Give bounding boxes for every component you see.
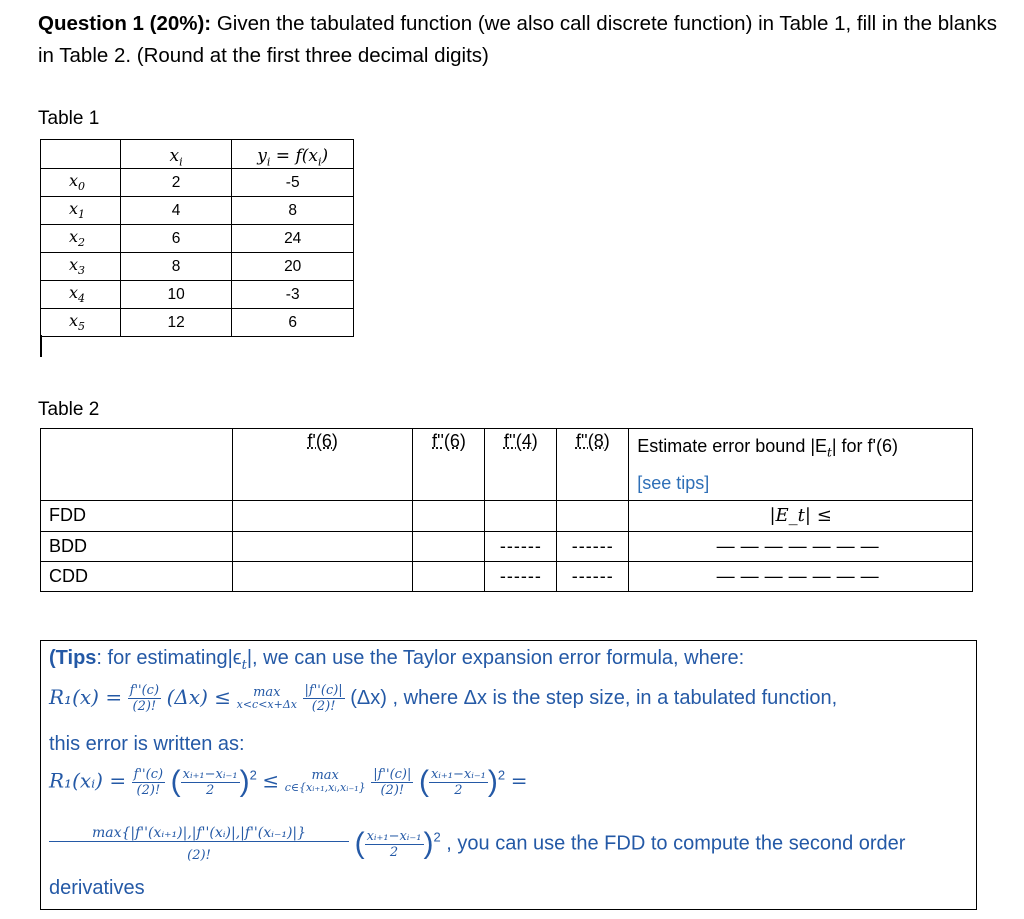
error-bound-cell[interactable]: |E_t| ≤ [629, 500, 973, 531]
table-row [41, 531, 973, 561]
table-row [41, 197, 354, 225]
answer-cell[interactable] [413, 500, 485, 531]
table2-header-row [41, 429, 973, 501]
blank-dash: ------ [485, 531, 557, 561]
answer-cell[interactable] [485, 500, 557, 531]
fraction: $\frac{|f''(c)|}{(2)!}$ [304, 683, 343, 714]
question-text: Given the tabulated function (we also call discrete function) in Table 1, fill in the blanks in Table 2. (Round at the first three decimal digits) [38, 12, 998, 67]
row-label: $x_0$ [41, 169, 121, 197]
tips-line-3: this error is written as: [49, 733, 245, 755]
y-value: 6 [232, 309, 354, 337]
table-row [41, 561, 973, 591]
header-f1-6: f'(6) [232, 429, 413, 501]
fraction: $\frac{\text{xᵢ₊₁−xᵢ₋₁}}{2}$ [182, 766, 238, 798]
table-row [41, 169, 354, 197]
table2-caption: Table 2 [38, 399, 100, 420]
header-f2-8: f''(8) [557, 429, 629, 501]
y-value: 24 [232, 225, 354, 253]
answer-cell[interactable] [232, 500, 413, 531]
x-value: 6 [120, 225, 232, 253]
tips-formula-3: $\frac{\text{max\{|f''(xᵢ₊₁)|,|f''(xᵢ)|,|f''(xᵢ₋₁)|\}}}{(2)!}$ ( $\frac{\text{xᵢ₊₁−xᵢ₋₁}}{2}$ )$^2$ , you can use the FDD to compute the second order [49, 825, 905, 863]
header-f2-4: f''(4) [485, 429, 557, 501]
table-row [41, 281, 354, 309]
table1-header-y: $y_i = f(x_i)$ [232, 140, 354, 169]
y-value: -3 [232, 281, 354, 309]
max-expression: max c∈{xᵢ₊₁,xᵢ,xᵢ₋₁} [284, 768, 366, 794]
tips-line-1: (Tips: for $estimating|\epsilon_t|$, we can use the Taylor expansion error formula, where: [49, 647, 745, 673]
y-value: 20 [232, 253, 354, 281]
answer-cell[interactable] [232, 561, 413, 591]
row-label: $x_4$ [41, 281, 121, 309]
row-label: $x_1$ [41, 197, 121, 225]
blank-dash: ------ [557, 531, 629, 561]
table2 [40, 428, 973, 592]
question-title [38, 8, 998, 72]
blank-dash-long: ——————— [629, 561, 973, 591]
tips-last-line: derivatives [49, 877, 145, 899]
fraction: $\frac{f''(c)}{(2)!}$ [129, 683, 160, 714]
fraction: $\frac{\text{max\{|f''(xᵢ₊₁)|,|f''(xᵢ)|,|f''(xᵢ₋₁)|\}}}{(2)!}$ [49, 825, 349, 863]
max-expression: max x<c<x+Δx [236, 684, 297, 711]
text-cursor [40, 335, 42, 357]
y-value: 8 [232, 197, 354, 225]
answer-cell[interactable] [413, 531, 485, 561]
tips-box [40, 640, 977, 910]
answer-cell[interactable] [232, 531, 413, 561]
y-value: -5 [232, 169, 354, 197]
table2-corner [41, 429, 233, 501]
row-label: BDD [41, 531, 233, 561]
x-value: 12 [120, 309, 232, 337]
table-row [41, 225, 354, 253]
blank-dash-long: ——————— [629, 531, 973, 561]
x-value: 2 [120, 169, 232, 197]
table-row [41, 253, 354, 281]
table1 [40, 139, 354, 337]
x-value: 8 [120, 253, 232, 281]
table-row [41, 309, 354, 337]
answer-cell[interactable] [557, 500, 629, 531]
header-error-bound: Estimate error bound $|E_t|$ for f'(6) [see tips] [629, 429, 973, 501]
header-f2-6: f''(6) [413, 429, 485, 501]
fraction: $\frac{\text{xᵢ₊₁−xᵢ₋₁}}{2}$ [430, 766, 486, 798]
x-value: 4 [120, 197, 232, 225]
row-label: $x_5$ [41, 309, 121, 337]
answer-cell[interactable] [413, 561, 485, 591]
table1-caption: Table 1 [38, 108, 100, 129]
fraction: $\frac{f''(c)}{(2)!}$ [133, 766, 164, 798]
fraction: $\frac{\text{xᵢ₊₁−xᵢ₋₁}}{2}$ [366, 828, 422, 860]
table1-header-row [41, 140, 354, 169]
row-label: $x_3$ [41, 253, 121, 281]
tips-formula-1: R₁(x) = $\frac{f''(c)}{(2)!}$ (Δx) ≤ max x<c<x+Δx $\frac{|f''(c)|}{(2)!}$ (Δx) , where Δx is the step size, in a tabulated function, [49, 683, 838, 714]
blank-dash: ------ [485, 561, 557, 591]
row-label: $x_2$ [41, 225, 121, 253]
x-value: 10 [120, 281, 232, 309]
blank-dash: ------ [557, 561, 629, 591]
table1-header-x: $x_i$ [120, 140, 232, 169]
table1-corner [41, 140, 121, 169]
question-label: Question 1 (20%): [38, 12, 212, 35]
table-row [41, 500, 973, 531]
row-label: CDD [41, 561, 233, 591]
see-tips-link[interactable]: [see tips] [637, 472, 710, 493]
fraction: $\frac{|f''(c)|}{(2)!}$ [373, 766, 412, 798]
row-label: FDD [41, 500, 233, 531]
tips-formula-2: R₁(xᵢ) = $\frac{f''(c)}{(2)!}$ ( $\frac{\text{xᵢ₊₁−xᵢ₋₁}}{2}$ )$^2$ ≤ max c∈{xᵢ₊₁,xᵢ,xᵢ₋₁} $\frac{|f''(c)|}{(2)!}$ ( $\frac{\text{xᵢ₊₁−xᵢ₋₁}}{2}$ )$^2$ = [49, 765, 528, 798]
